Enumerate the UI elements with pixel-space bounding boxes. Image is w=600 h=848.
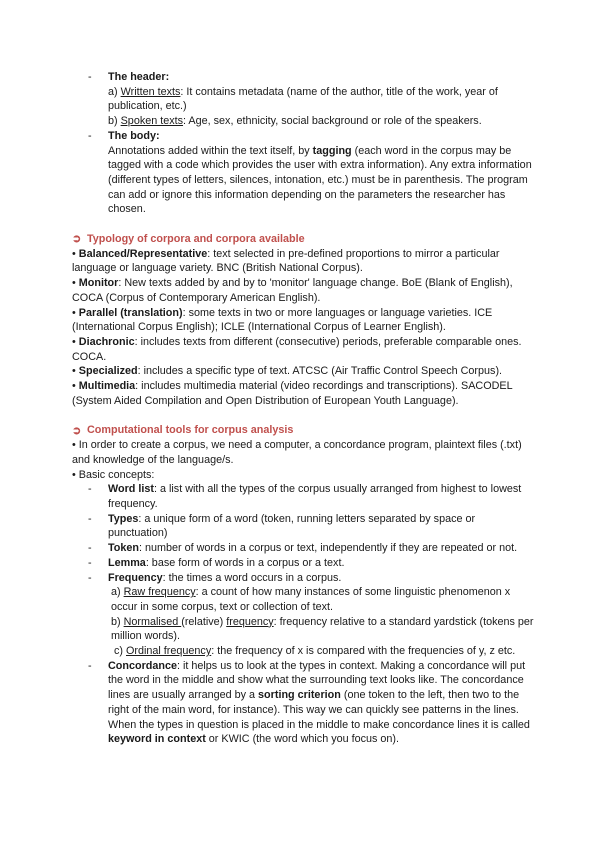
list-item: • Multimedia: includes multimedia material (video recordings and transcriptions). SACODEL (System Aided Compilation and Open Distribution of European Youth Language). bbox=[72, 380, 513, 407]
dash-marker: - bbox=[88, 571, 92, 584]
bullet-icon: • bbox=[72, 468, 76, 481]
list-item-concordance: - Concordance: it helps us to look at the types in context. Making a concordance will put the word in the middle and show what the surrounding text looks like. The concordance lines are usually arranged by a sorting criterion (one token to the left, then two to the right of the main word, for instance). This way we can quickly see patterns in the lines. When the types in question is placed in the middle to make concordance lines it is called keyword in context or KWIC (the word which you focus on). bbox=[88, 659, 530, 746]
arrow-icon: ➲ bbox=[72, 233, 82, 246]
dash-marker: - bbox=[88, 659, 92, 672]
list-item-wordlist: - Word list: a list with all the types of the corpus usually arranged from highest to lowest frequency. bbox=[88, 483, 522, 510]
raw-frequency-line: a) Raw frequency: a count of how many instances of some linguistic phenomenon x occur in some corpus, text or collection of text. bbox=[111, 586, 511, 613]
tools-basic-concepts: • Basic concepts: bbox=[72, 468, 155, 481]
spoken-texts-label: Spoken texts bbox=[120, 115, 184, 128]
bullet-icon: • bbox=[72, 380, 76, 393]
list-item: • Parallel (translation): some texts in two or more languages or language varieties. ICE (International Corpus English); ICLE (International Corpus of Learner English). bbox=[72, 306, 493, 334]
list-item-types: - Types: a unique form of a word (token, running letters separated by space or punctuation) bbox=[88, 512, 476, 540]
bullet-icon: • bbox=[72, 365, 76, 378]
list-item: • Monitor: New texts added by and by to 'monitor' language change. BoE (Blank of English), COCA (Corpus of Contemporary American English). bbox=[72, 277, 513, 304]
ordinal-frequency-line: c) Ordinal frequency: the frequency of x is compared with the frequencies of y, z etc. bbox=[114, 645, 516, 658]
list-item: • Balanced/Representative: text selected in pre-defined proportions to mirror a particular language or language variety. BNC (British National Corpus). bbox=[72, 247, 500, 275]
list-item: • Diachronic: includes texts from different (consecutive) periods, preferable comparable ones. COCA. bbox=[72, 335, 522, 363]
dash-marker: - bbox=[88, 71, 92, 83]
bullet-icon: • bbox=[72, 306, 76, 319]
dash-marker: - bbox=[88, 512, 92, 525]
written-texts-label: Written texts bbox=[120, 85, 181, 98]
arrow-icon: ➲ bbox=[72, 424, 82, 437]
body-paragraph: Annotations added within the text itself, by tagging (each word in the corpus may be tagged with a code which provides the user with extra information). Any extra information (different types of letters, silences, intonation, etc.) must be in parenthesis. The program can add or ignore this information depending on the parameters the researcher has chosen. bbox=[108, 144, 532, 216]
dash-marker: - bbox=[88, 556, 92, 569]
dash-marker: - bbox=[88, 542, 92, 555]
tools-intro: • In order to create a corpus, we need a computer, a concordance program, plaintext files (.txt) and knowledge of the language/s. bbox=[72, 439, 522, 466]
dash-marker: - bbox=[88, 483, 92, 496]
normalised-frequency-line: b) Normalised (relative) frequency: frequency relative to a standard yardstick (tokens per million words). bbox=[111, 615, 534, 643]
document-column bbox=[72, 70, 534, 747]
list-item-frequency: - Frequency: the times a word occurs in a corpus. a) Raw frequency: a count of how many instances of some linguistic phenomenon x occur in some corpus, text or collection of text. b) Normalised (relative) frequency: frequency relative to a standard yardstick (tokens per million words). c) Ordinal frequency: the frequency of x is compared with the frequencies of y, z etc. bbox=[88, 571, 534, 658]
body-title: The body: bbox=[108, 129, 160, 142]
typology-heading: ➲ Typology of corpora and corpora available bbox=[72, 233, 305, 246]
list-item-lemma: - Lemma: base form of words in a corpus or a text. bbox=[88, 556, 345, 569]
list-item-header bbox=[72, 70, 534, 129]
written-texts-line: a) Written texts: It contains metadata (name of the author, title of the work, year of publication, etc.) bbox=[108, 85, 498, 113]
tools-heading: ➲ Computational tools for corpus analysis bbox=[72, 424, 294, 437]
spoken-texts-line: b) Spoken texts: Age, sex, ethnicity, social background or role of the speakers. bbox=[108, 115, 482, 128]
list-item-body bbox=[72, 129, 534, 217]
bullet-icon: • bbox=[72, 335, 76, 348]
bullet-icon: • bbox=[72, 439, 76, 452]
bullet-icon: • bbox=[72, 247, 76, 260]
typology-list bbox=[72, 247, 534, 409]
list-item: • Specialized: includes a specific type of text. ATCSC (Air Traffic Control Speech Corpus). bbox=[72, 365, 503, 378]
dash-marker: - bbox=[88, 129, 92, 142]
bullet-icon: • bbox=[72, 277, 76, 290]
header-title: The header: bbox=[108, 71, 170, 83]
list-item-token: - Token: number of words in a corpus or text, independently if they are repeated or not. bbox=[88, 542, 518, 555]
